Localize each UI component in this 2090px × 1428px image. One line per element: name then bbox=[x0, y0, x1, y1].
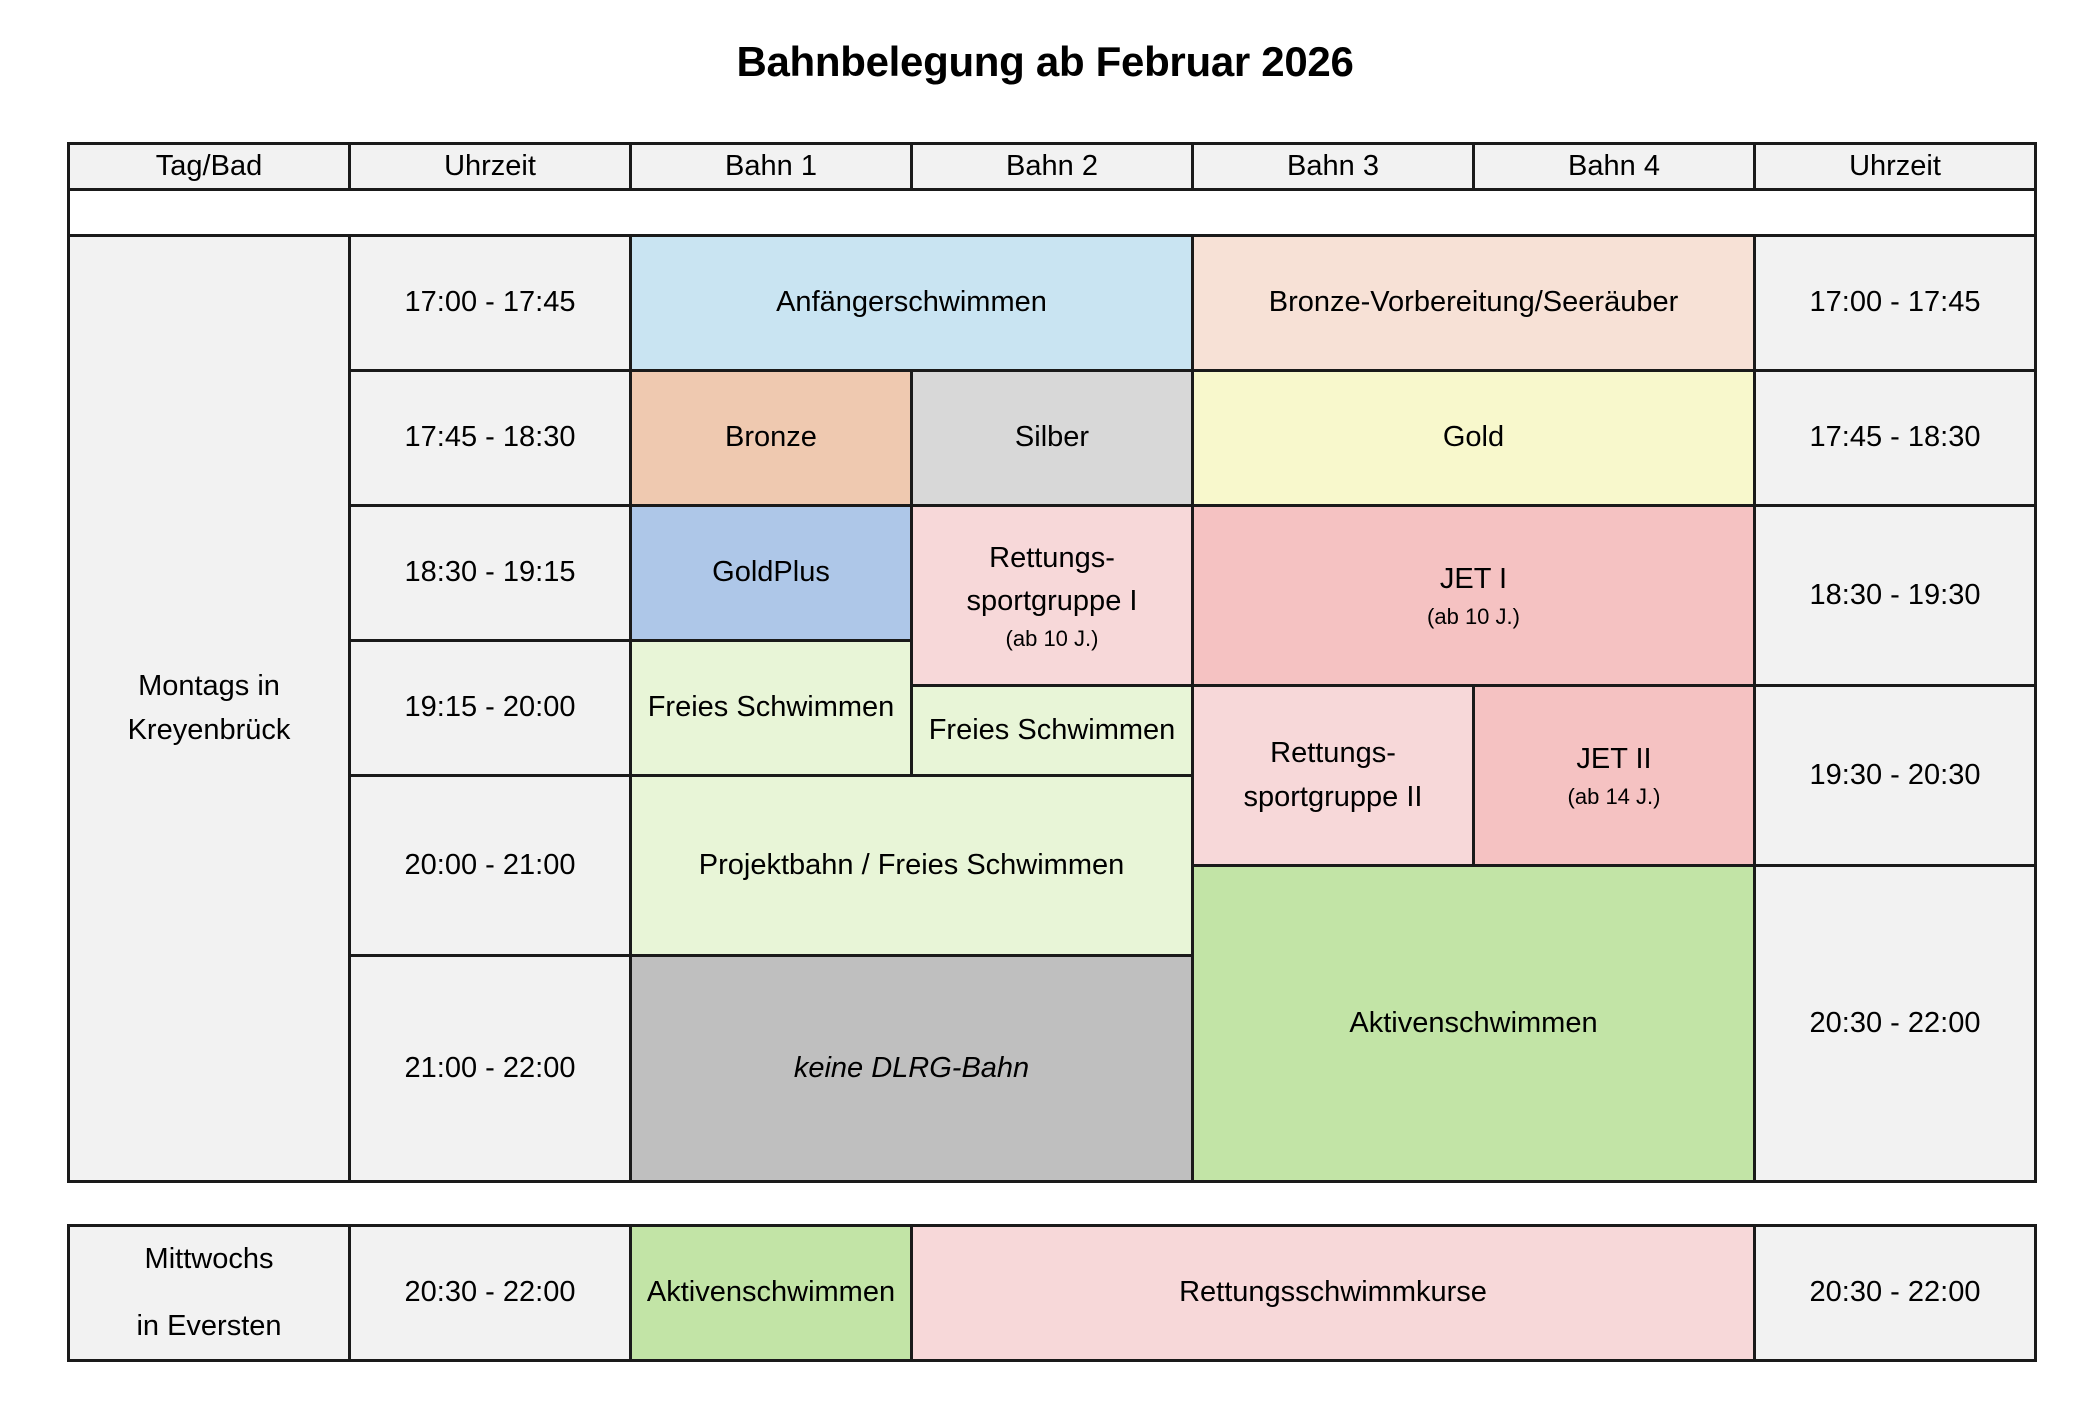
wednesday-time-right: 20:30 - 22:00 bbox=[1753, 1224, 2037, 1362]
header-lane-1: Bahn 1 bbox=[629, 142, 913, 191]
block-aktivenschwimmen-monday: Aktivenschwimmen bbox=[1191, 864, 1756, 1183]
time-right-4: 19:30 - 20:30 bbox=[1753, 684, 2037, 867]
jet1-age: (ab 10 J.) bbox=[1427, 603, 1520, 629]
time-right-1: 17:00 - 17:45 bbox=[1753, 234, 2037, 372]
rsg1-age: (ab 10 J.) bbox=[1005, 625, 1099, 651]
day-monday-line1: Montags in bbox=[138, 670, 280, 702]
time-left-6: 21:00 - 22:00 bbox=[348, 954, 632, 1183]
header-lane-2: Bahn 2 bbox=[910, 142, 1194, 191]
time-left-3: 18:30 - 19:15 bbox=[348, 504, 632, 642]
block-anfaengerschwimmen: Anfängerschwimmen bbox=[629, 234, 1194, 372]
page-title: Bahnbelegung ab Februar 2026 bbox=[736, 38, 1354, 85]
day-wednesday-line1: Mittwochs bbox=[144, 1243, 274, 1276]
wednesday-time-left: 20:30 - 22:00 bbox=[348, 1224, 632, 1362]
block-jet-1 bbox=[1191, 504, 1756, 687]
block-rettungsschwimmkurse: Rettungsschwimmkurse bbox=[910, 1224, 1756, 1362]
time-left-5: 20:00 - 21:00 bbox=[348, 774, 632, 957]
rsg1-line1: Rettungs- bbox=[989, 541, 1115, 574]
header-time-left: Uhrzeit bbox=[348, 142, 632, 191]
block-freies-schwimmen-2: Freies Schwimmen bbox=[910, 684, 1194, 777]
day-monday bbox=[67, 234, 351, 1183]
rsg1-line2: sportgruppe I bbox=[966, 585, 1138, 618]
time-left-1: 17:00 - 17:45 bbox=[348, 234, 632, 372]
block-goldplus: GoldPlus bbox=[629, 504, 913, 642]
header-lane-3: Bahn 3 bbox=[1191, 142, 1475, 191]
block-silber: Silber bbox=[910, 369, 1194, 507]
block-rettungssportgruppe-2 bbox=[1191, 684, 1475, 867]
header-day: Tag/Bad bbox=[67, 142, 351, 191]
day-monday-line2: Kreyenbrück bbox=[127, 713, 291, 746]
rsg2-line2: sportgruppe II bbox=[1243, 780, 1423, 813]
block-keine-dlrg-bahn: keine DLRG-Bahn bbox=[629, 954, 1194, 1183]
block-bronze: Bronze bbox=[629, 369, 913, 507]
header-lane-4: Bahn 4 bbox=[1472, 142, 1756, 191]
time-left-2: 17:45 - 18:30 bbox=[348, 369, 632, 507]
time-right-2: 17:45 - 18:30 bbox=[1753, 369, 2037, 507]
time-right-3: 18:30 - 19:30 bbox=[1753, 504, 2037, 687]
time-right-5: 20:30 - 22:00 bbox=[1753, 864, 2037, 1183]
jet1-label: JET I bbox=[1439, 563, 1508, 596]
day-wednesday-line2: in Eversten bbox=[136, 1310, 282, 1342]
spacer-row bbox=[67, 188, 2037, 237]
jet2-label: JET II bbox=[1576, 743, 1652, 776]
block-projektbahn: Projektbahn / Freies Schwimmen bbox=[629, 774, 1194, 957]
day-wednesday bbox=[67, 1224, 351, 1362]
header-time-right: Uhrzeit bbox=[1753, 142, 2037, 191]
block-aktivenschwimmen-wednesday: Aktivenschwimmen bbox=[629, 1224, 913, 1362]
block-gold: Gold bbox=[1191, 369, 1756, 507]
jet2-age: (ab 14 J.) bbox=[1567, 783, 1661, 809]
time-left-4: 19:15 - 20:00 bbox=[348, 639, 632, 777]
block-bronze-vorbereitung: Bronze-Vorbereitung/Seeräuber bbox=[1191, 234, 1756, 372]
block-rettungssportgruppe-1 bbox=[910, 504, 1194, 687]
block-jet-2 bbox=[1472, 684, 1756, 867]
rsg2-line1: Rettungs- bbox=[1270, 737, 1396, 769]
block-freies-schwimmen-1: Freies Schwimmen bbox=[629, 639, 913, 777]
